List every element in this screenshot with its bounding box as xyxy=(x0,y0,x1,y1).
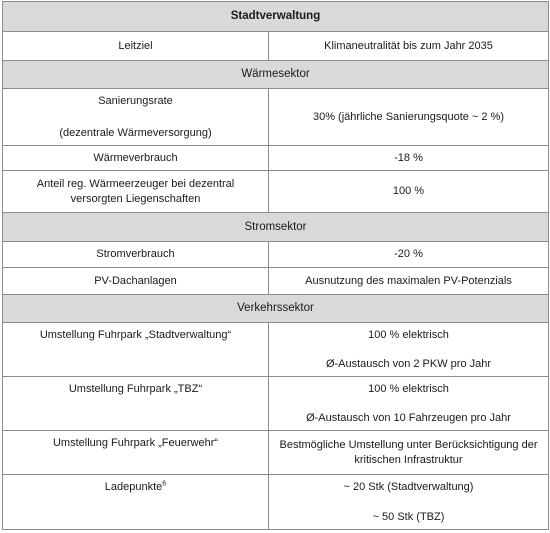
table-row-fuhrpark-feuerwehr xyxy=(3,431,549,475)
anteil-label-cell xyxy=(3,171,269,213)
stromverbrauch-value: -20 % xyxy=(269,242,549,268)
ladepunkte-label: Ladepunkte xyxy=(104,481,163,493)
anteil-label-1: Anteil reg. Wärmeerzeuger bei dezentral xyxy=(36,177,235,190)
fuhrpark-stadt-label: Umstellung Fuhrpark „Stadtverwaltung“ xyxy=(3,323,269,377)
table-row-fuhrpark-stadt xyxy=(3,323,549,377)
section-header-waerme xyxy=(3,61,549,89)
strom-header: Stromsektor xyxy=(3,213,549,242)
table-row-leitziel xyxy=(3,32,549,61)
fuhrpark-tbz-value-2: Ø-Austausch von 10 Fahrzeugen pro Jahr xyxy=(306,411,511,424)
fuhrpark-tbz-value-cell xyxy=(269,377,549,431)
ladepunkte-label-cell xyxy=(3,475,269,530)
table-row-ladepunkte xyxy=(3,475,549,530)
ladepunkte-value-cell xyxy=(269,475,549,530)
stromverbrauch-label: Stromverbrauch xyxy=(3,242,269,268)
table-title-row xyxy=(3,2,549,32)
sanierung-label-1: Sanierungsrate xyxy=(98,94,173,107)
section-header-verkehr xyxy=(3,295,549,323)
fuhrpark-stadt-value-cell xyxy=(269,323,549,377)
table-row-pv xyxy=(3,268,549,295)
table-title: Stadtverwaltung xyxy=(3,2,549,32)
fuhrpark-feuerwehr-value-1: Bestmögliche Umstellung unter Berücksichtigung der xyxy=(279,438,538,451)
sanierung-label-2: (dezentrale Wärmeversorgung) xyxy=(59,126,212,139)
ladepunkte-value-1: ~ 20 Stk (Stadtverwaltung) xyxy=(343,480,474,493)
sanierung-label-cell xyxy=(3,89,269,146)
table-row-sanierung xyxy=(3,89,549,146)
sanierung-value: 30% (jährliche Sanierungsquote ~ 2 %) xyxy=(269,89,549,146)
fuhrpark-tbz-label: Umstellung Fuhrpark „TBZ“ xyxy=(3,377,269,431)
fuhrpark-feuerwehr-label: Umstellung Fuhrpark „Feuerwehr“ xyxy=(3,431,269,475)
verkehr-header: Verkehrssektor xyxy=(3,295,549,323)
targets-table xyxy=(2,1,549,530)
fuhrpark-feuerwehr-value-2: kritischen Infrastruktur xyxy=(354,453,463,466)
waermeverbrauch-value: -18 % xyxy=(269,146,549,171)
ladepunkte-value-2: ~ 50 Stk (TBZ) xyxy=(372,510,445,523)
table-row-waermeverbrauch xyxy=(3,146,549,171)
table-row-stromverbrauch xyxy=(3,242,549,268)
fuhrpark-stadt-value-1: 100 % elektrisch xyxy=(368,328,449,341)
fuhrpark-stadt-value-2: Ø-Austausch von 2 PKW pro Jahr xyxy=(325,357,492,370)
waermeverbrauch-label: Wärmeverbrauch xyxy=(3,146,269,171)
fuhrpark-feuerwehr-value-cell xyxy=(269,431,549,475)
pv-label: PV-Dachanlagen xyxy=(3,268,269,295)
section-header-strom xyxy=(3,213,549,242)
anteil-label-2: versorgten Liegenschaften xyxy=(70,192,201,205)
table-row-anteil xyxy=(3,171,549,213)
leitziel-label: Leitziel xyxy=(3,32,269,61)
leitziel-value: Klimaneutralität bis zum Jahr 2035 xyxy=(269,32,549,61)
anteil-value: 100 % xyxy=(269,171,549,213)
pv-value: Ausnutzung des maximalen PV-Potenzials xyxy=(269,268,549,295)
table-row-fuhrpark-tbz xyxy=(3,377,549,431)
waerme-header: Wärmesektor xyxy=(3,61,549,89)
fuhrpark-tbz-value-1: 100 % elektrisch xyxy=(368,382,449,395)
ladepunkte-footnote: 6 xyxy=(162,480,167,488)
